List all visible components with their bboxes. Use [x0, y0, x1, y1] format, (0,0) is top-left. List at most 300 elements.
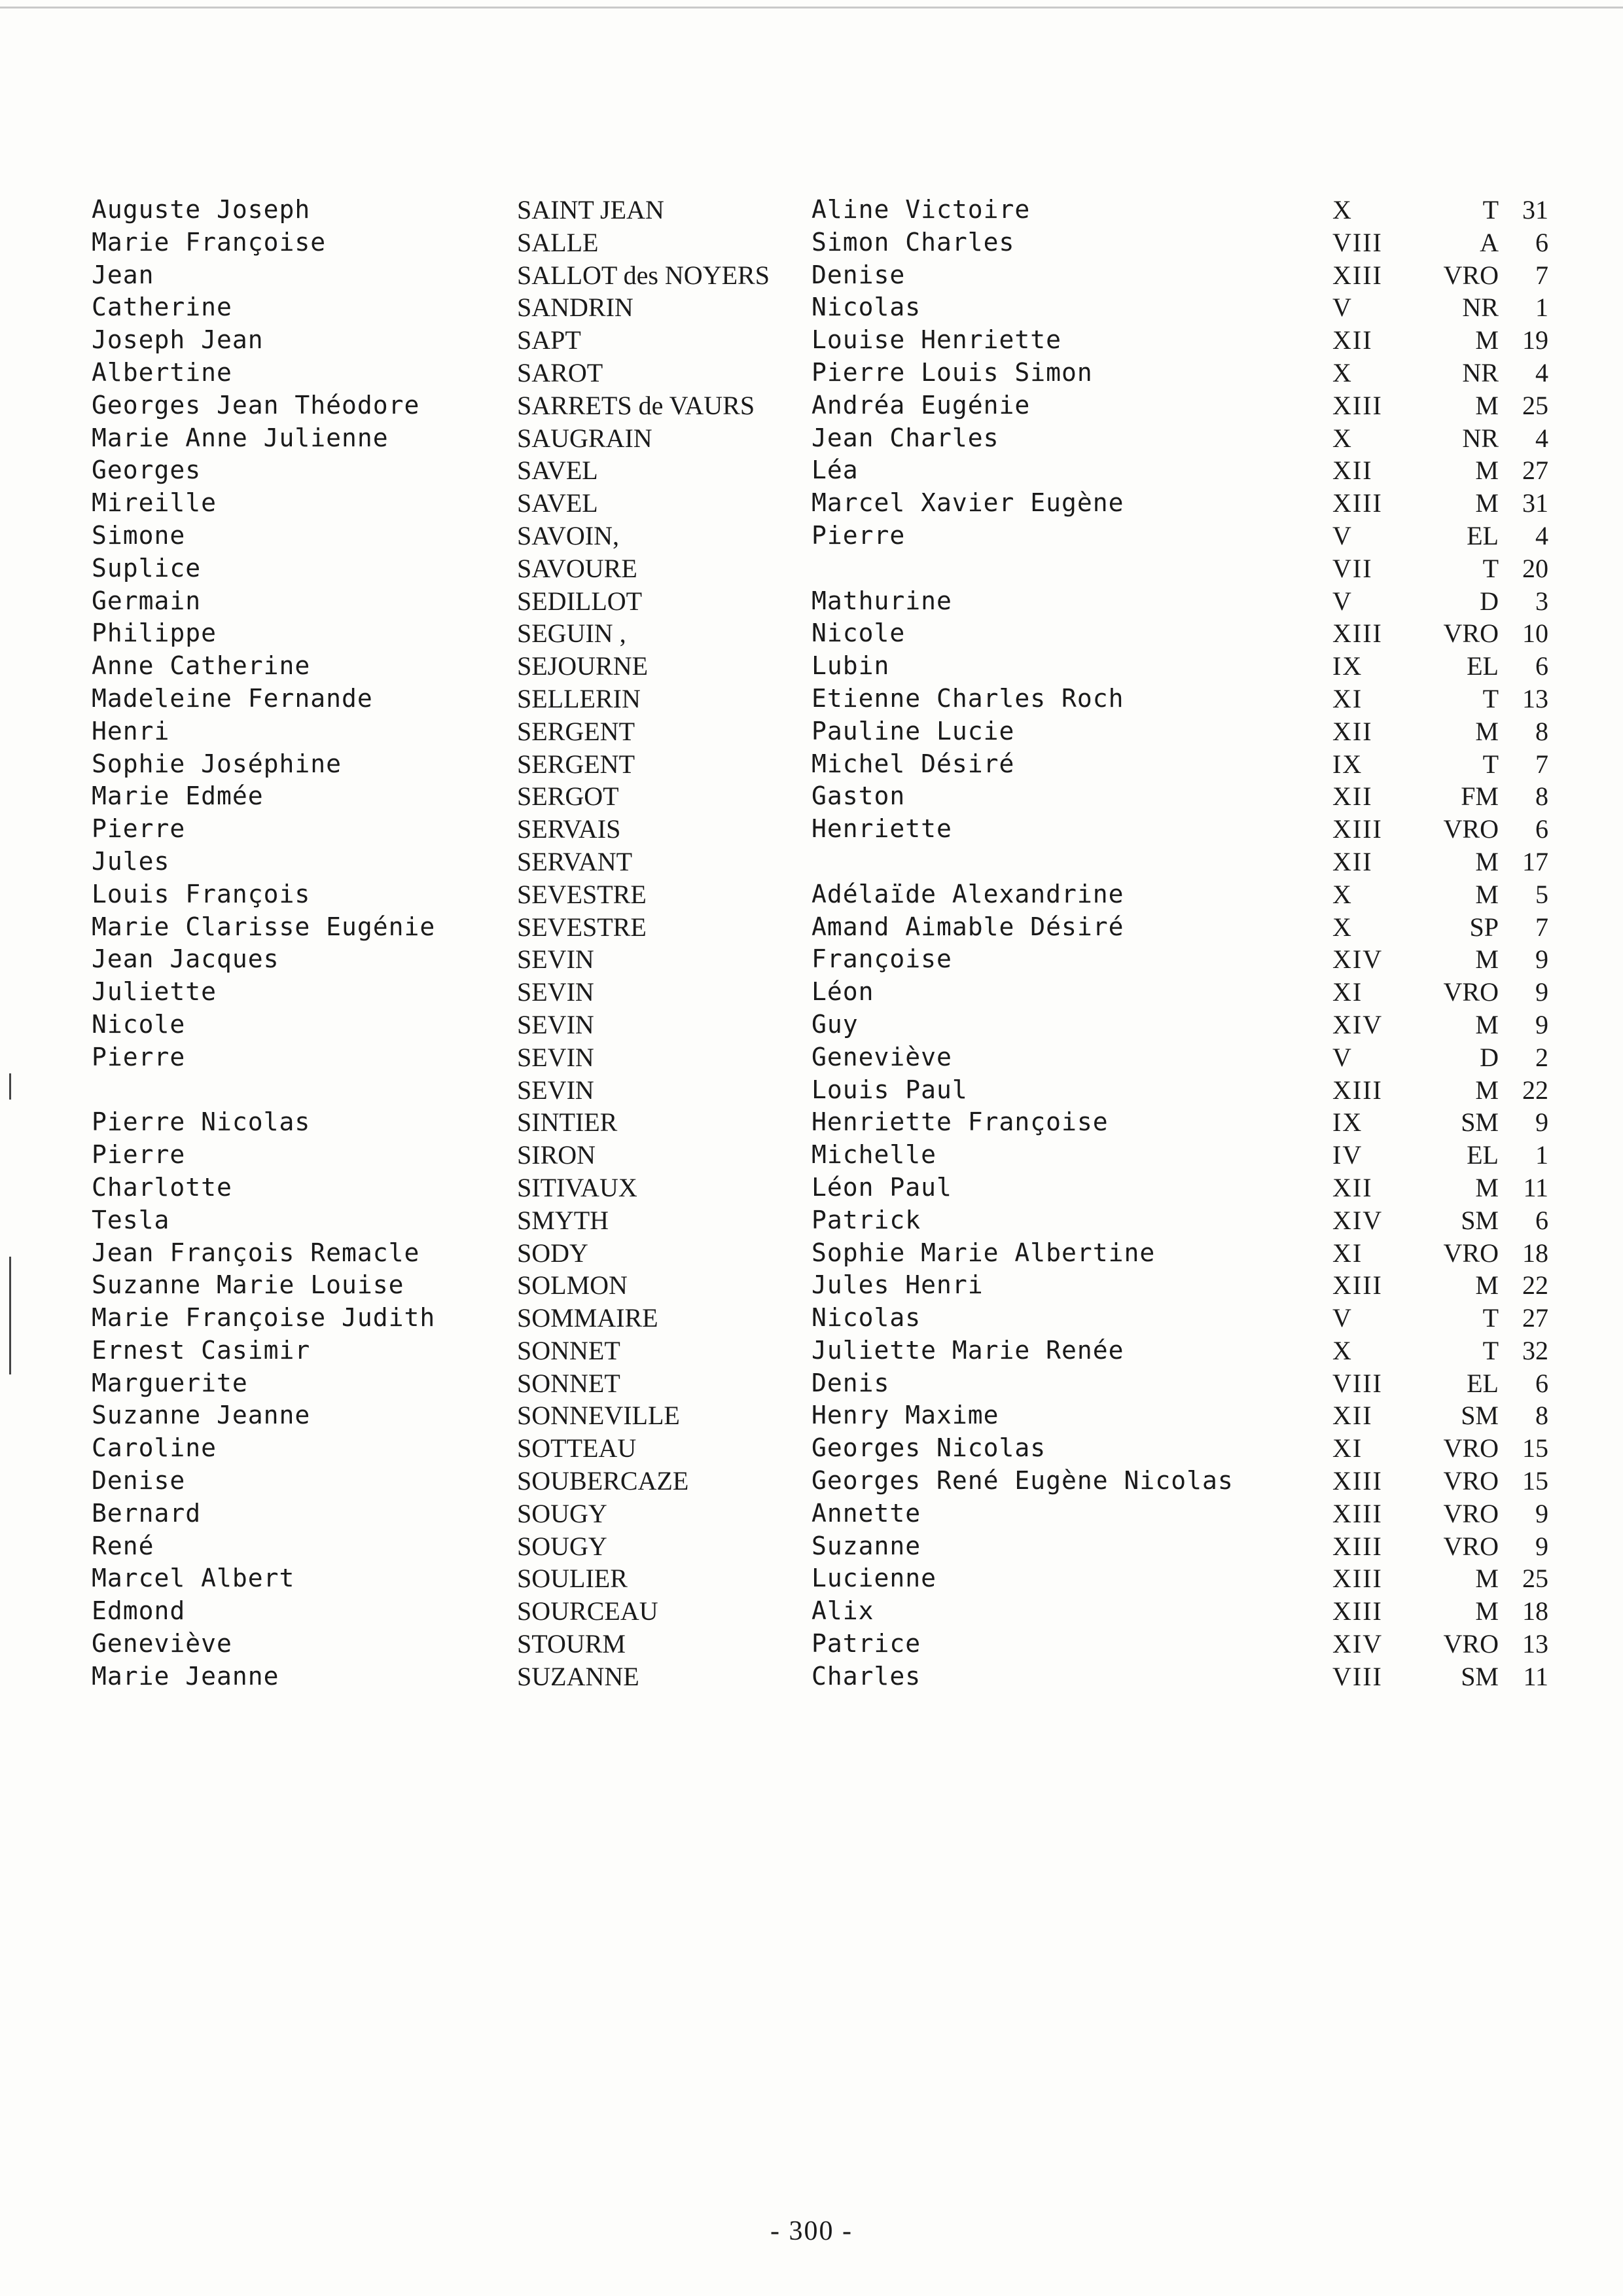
table-row	[0, 976, 1623, 1009]
section: EL	[1467, 520, 1499, 550]
plot-number: 32	[1522, 1335, 1548, 1365]
surname: STOURM	[517, 1629, 626, 1659]
section: T	[1482, 683, 1499, 713]
surname: SELLERIN	[517, 683, 641, 713]
given-name: Marcel Albert	[92, 1564, 295, 1593]
spouse-name: Lucienne	[812, 1564, 937, 1593]
plot-number: 18	[1522, 1596, 1548, 1626]
spouse-name: Nicolas	[812, 1303, 921, 1333]
given-name: Bernard	[92, 1498, 202, 1528]
division: XII	[1332, 716, 1373, 746]
given-name: Georges	[92, 456, 202, 485]
section: M	[1475, 944, 1499, 975]
division: IX	[1332, 651, 1363, 681]
surname: SEVESTRE	[517, 912, 647, 942]
surname: SAUGRAIN	[517, 423, 652, 453]
plot-number: 9	[1535, 1498, 1548, 1528]
table-row	[0, 585, 1623, 618]
plot-number: 8	[1535, 1401, 1548, 1431]
spouse-name: Lubin	[812, 651, 890, 681]
plot-number: 9	[1535, 977, 1548, 1007]
given-name: Auguste Joseph	[92, 195, 311, 224]
top-rule	[0, 7, 1623, 9]
section: M	[1475, 325, 1499, 355]
section: VRO	[1443, 1238, 1499, 1268]
section: T	[1482, 1335, 1499, 1365]
division: X	[1332, 879, 1353, 909]
plot-number: 6	[1535, 227, 1548, 257]
plot-number: 5	[1535, 879, 1548, 909]
division: X	[1332, 1335, 1353, 1365]
section: FM	[1461, 781, 1499, 812]
table-row	[0, 1269, 1623, 1302]
table-row	[0, 259, 1623, 292]
spouse-name: Louise Henriette	[812, 325, 1062, 355]
table-row	[0, 846, 1623, 878]
surname: SAVOURE	[517, 553, 637, 583]
section: EL	[1467, 1368, 1499, 1398]
spouse-name: Pauline Lucie	[812, 716, 1015, 745]
section: M	[1475, 1596, 1499, 1626]
table-row	[0, 487, 1623, 520]
spouse-name: Adélaïde Alexandrine	[812, 879, 1124, 908]
surname: SAPT	[517, 325, 581, 355]
spouse-name: Pierre Louis Simon	[812, 357, 1093, 387]
plot-number: 27	[1522, 1303, 1548, 1333]
division: VIII	[1332, 1661, 1383, 1691]
table-row	[0, 520, 1623, 552]
surname: SODY	[517, 1238, 588, 1268]
division: VIII	[1332, 1368, 1383, 1398]
table-row	[0, 813, 1623, 846]
given-name: Joseph Jean	[92, 325, 264, 355]
section: T	[1482, 553, 1499, 583]
division: XI	[1332, 1238, 1363, 1268]
given-name: Nicole	[92, 1009, 186, 1039]
spouse-name: Léa	[812, 456, 859, 485]
table-row	[0, 324, 1623, 357]
given-name: Simone	[92, 520, 186, 550]
plot-number: 22	[1522, 1075, 1548, 1105]
table-row	[0, 291, 1623, 324]
plot-number: 6	[1535, 1368, 1548, 1398]
spouse-name: Geneviève	[812, 1042, 952, 1071]
surname: SANDRIN	[517, 293, 633, 323]
surname: SUZANNE	[517, 1661, 639, 1691]
division: XIII	[1332, 260, 1383, 290]
given-name: Henri	[92, 716, 170, 745]
division: XI	[1332, 977, 1363, 1007]
plot-number: 13	[1522, 1629, 1548, 1659]
table-row	[0, 454, 1623, 487]
table-row	[0, 1432, 1623, 1465]
given-name: Marie Jeanne	[92, 1661, 279, 1691]
table-row	[0, 1530, 1623, 1563]
division: V	[1332, 293, 1353, 323]
division: XII	[1332, 846, 1373, 876]
section: M	[1475, 716, 1499, 746]
surname: SONNET	[517, 1335, 620, 1365]
given-name: Marie Anne Julienne	[92, 423, 389, 452]
given-name: Pierre	[92, 1140, 186, 1170]
plot-number: 9	[1535, 944, 1548, 975]
table-row	[0, 389, 1623, 422]
plot-number: 1	[1535, 293, 1548, 323]
section: VRO	[1443, 814, 1499, 844]
table-row	[0, 1041, 1623, 1074]
plot-number: 11	[1523, 1661, 1548, 1691]
surname: SOULIER	[517, 1564, 628, 1594]
given-name: René	[92, 1531, 154, 1560]
plot-number: 3	[1535, 586, 1548, 616]
given-name: Juliette	[92, 977, 217, 1007]
division: XII	[1332, 325, 1373, 355]
division: XII	[1332, 781, 1373, 812]
division: XI	[1332, 683, 1363, 713]
division: XIII	[1332, 1564, 1383, 1594]
plot-number: 11	[1523, 1172, 1548, 1202]
given-name: Caroline	[92, 1433, 217, 1463]
plot-number: 7	[1535, 260, 1548, 290]
section: VRO	[1443, 1466, 1499, 1496]
given-name: Jean	[92, 260, 154, 289]
section: A	[1480, 227, 1499, 257]
surname: SAVOIN,	[517, 520, 619, 550]
division: XIII	[1332, 1075, 1383, 1105]
plot-number: 9	[1535, 1009, 1548, 1039]
spouse-name: Denise	[812, 260, 906, 289]
register-table	[0, 194, 1623, 1693]
plot-number: 15	[1522, 1433, 1548, 1463]
spouse-name: Henriette Françoise	[812, 1107, 1109, 1137]
plot-number: 2	[1535, 1042, 1548, 1072]
given-name: Suzanne Jeanne	[92, 1401, 311, 1430]
surname: SIRON	[517, 1140, 596, 1170]
section: NR	[1462, 357, 1499, 387]
section: VRO	[1443, 977, 1499, 1007]
section: SM	[1461, 1401, 1499, 1431]
table-row	[0, 911, 1623, 944]
spouse-name: Denis	[812, 1368, 890, 1397]
spouse-name: Pierre	[812, 520, 906, 550]
plot-number: 4	[1535, 357, 1548, 387]
surname: SERVANT	[517, 846, 633, 876]
division: X	[1332, 912, 1353, 942]
section: VRO	[1443, 1629, 1499, 1659]
spouse-name: Marcel Xavier Eugène	[812, 488, 1124, 518]
given-name: Philippe	[92, 619, 217, 648]
surname: SOMMAIRE	[517, 1303, 658, 1333]
given-name: Pierre Nicolas	[92, 1107, 311, 1137]
given-name: Ernest Casimir	[92, 1335, 311, 1365]
surname: SALLOT des NOYERS	[517, 260, 770, 290]
plot-number: 22	[1522, 1270, 1548, 1300]
division: V	[1332, 586, 1353, 616]
table-row	[0, 1660, 1623, 1693]
section: D	[1480, 586, 1499, 616]
surname: SMYTH	[517, 1205, 609, 1235]
plot-number: 31	[1522, 195, 1548, 224]
surname: SONNET	[517, 1368, 620, 1398]
division: VIII	[1332, 227, 1383, 257]
spouse-name: Sophie Marie Albertine	[812, 1238, 1156, 1267]
division: XIII	[1332, 1466, 1383, 1496]
spouse-name: Patrick	[812, 1205, 921, 1234]
division: XIII	[1332, 488, 1383, 518]
plot-number: 7	[1535, 749, 1548, 779]
plot-number: 15	[1522, 1466, 1548, 1496]
spouse-name: Juliette Marie Renée	[812, 1335, 1124, 1365]
spouse-name: Henry Maxime	[812, 1401, 999, 1430]
division: XIV	[1332, 1009, 1383, 1039]
plot-number: 9	[1535, 1531, 1548, 1561]
table-row	[0, 780, 1623, 813]
section: NR	[1462, 423, 1499, 453]
table-row	[0, 1106, 1623, 1139]
surname: SARRETS de VAURS	[517, 390, 755, 420]
plot-number: 10	[1522, 619, 1548, 649]
surname: SEGUIN ,	[517, 619, 626, 649]
division: V	[1332, 1042, 1353, 1072]
plot-number: 18	[1522, 1238, 1548, 1268]
spouse-name: Etienne Charles Roch	[812, 683, 1124, 713]
surname: SOUGY	[517, 1498, 607, 1528]
spouse-name: Guy	[812, 1009, 859, 1039]
table-row	[0, 650, 1623, 683]
plot-number: 1	[1535, 1140, 1548, 1170]
section: D	[1480, 1042, 1499, 1072]
surname: SONNEVILLE	[517, 1401, 680, 1431]
table-row	[0, 1237, 1623, 1270]
spouse-name: Patrice	[812, 1629, 921, 1659]
given-name: Pierre	[92, 1042, 186, 1071]
section: T	[1482, 195, 1499, 224]
spouse-name: Alix	[812, 1596, 874, 1626]
division: XIII	[1332, 619, 1383, 649]
section: VRO	[1443, 260, 1499, 290]
division: XIII	[1332, 1498, 1383, 1528]
plot-number: 25	[1522, 1564, 1548, 1594]
spouse-name: Suzanne	[812, 1531, 921, 1560]
given-name: Albertine	[92, 357, 232, 387]
surname: SOTTEAU	[517, 1433, 637, 1463]
table-row	[0, 1172, 1623, 1204]
division: IV	[1332, 1140, 1363, 1170]
given-name: Suplice	[92, 553, 202, 583]
table-row	[0, 748, 1623, 781]
given-name: Marie Clarisse Eugénie	[92, 912, 436, 941]
plot-number: 31	[1522, 488, 1548, 518]
section: SM	[1461, 1205, 1499, 1235]
division: XI	[1332, 1433, 1363, 1463]
division: XII	[1332, 1401, 1373, 1431]
section: M	[1475, 1172, 1499, 1202]
plot-number: 19	[1522, 325, 1548, 355]
surname: SERVAIS	[517, 814, 621, 844]
spouse-name: Aline Victoire	[812, 195, 1031, 224]
given-name: Jean François Remacle	[92, 1238, 420, 1267]
given-name: Mireille	[92, 488, 217, 518]
table-row	[0, 1074, 1623, 1107]
surname: SEVIN	[517, 977, 594, 1007]
given-name: Sophie Joséphine	[92, 749, 342, 778]
spouse-name: Louis Paul	[812, 1075, 968, 1104]
surname: SAVEL	[517, 488, 598, 518]
given-name: Suzanne Marie Louise	[92, 1270, 404, 1300]
section: M	[1475, 1009, 1499, 1039]
table-row	[0, 1302, 1623, 1335]
given-name: Anne Catherine	[92, 651, 311, 681]
division: X	[1332, 423, 1353, 453]
surname: SEVIN	[517, 1042, 594, 1072]
surname: SALLE	[517, 227, 599, 257]
section: M	[1475, 1075, 1499, 1105]
division: XIII	[1332, 1596, 1383, 1626]
section: M	[1475, 456, 1499, 486]
table-row	[0, 422, 1623, 455]
division: IX	[1332, 749, 1363, 779]
given-name: Germain	[92, 586, 202, 615]
given-name: Charlotte	[92, 1172, 232, 1202]
table-row	[0, 1399, 1623, 1432]
given-name: Marie Edmée	[92, 781, 264, 811]
section: M	[1475, 1564, 1499, 1594]
plot-number: 25	[1522, 390, 1548, 420]
surname: SAVEL	[517, 456, 598, 486]
surname: SITIVAUX	[517, 1172, 637, 1202]
given-name: Catherine	[92, 293, 232, 322]
spouse-name: Michelle	[812, 1140, 937, 1170]
spouse-name: Françoise	[812, 944, 952, 974]
given-name: Jean Jacques	[92, 944, 279, 974]
surname: SAINT JEAN	[517, 195, 664, 224]
surname: SAROT	[517, 357, 603, 387]
section: M	[1475, 488, 1499, 518]
table-row	[0, 1335, 1623, 1367]
spouse-name: Henriette	[812, 814, 952, 844]
division: XIII	[1332, 1270, 1383, 1300]
plot-number: 20	[1522, 553, 1548, 583]
given-name: Marie Françoise	[92, 227, 327, 257]
given-name: Madeleine Fernande	[92, 683, 373, 713]
plot-number: 6	[1535, 1205, 1548, 1235]
spouse-name: Nicolas	[812, 293, 921, 322]
surname: SEDILLOT	[517, 586, 643, 616]
table-row	[0, 1367, 1623, 1400]
division: V	[1332, 1303, 1353, 1333]
table-row	[0, 1595, 1623, 1628]
table-row	[0, 552, 1623, 585]
division: XIV	[1332, 1205, 1383, 1235]
table-row	[0, 715, 1623, 748]
section: M	[1475, 1270, 1499, 1300]
section: M	[1475, 879, 1499, 909]
section: VRO	[1443, 1433, 1499, 1463]
plot-number: 27	[1522, 456, 1548, 486]
division: V	[1332, 520, 1353, 550]
surname: SINTIER	[517, 1107, 618, 1138]
spouse-name: Gaston	[812, 781, 906, 811]
surname: SERGOT	[517, 781, 619, 812]
plot-number: 9	[1535, 1107, 1548, 1138]
given-name: Pierre	[92, 814, 186, 844]
section: SP	[1469, 912, 1499, 942]
table-row	[0, 617, 1623, 650]
section: T	[1482, 1303, 1499, 1333]
section: M	[1475, 390, 1499, 420]
spouse-name: Léon Paul	[812, 1172, 952, 1202]
spouse-name: Annette	[812, 1498, 921, 1528]
division: XII	[1332, 456, 1373, 486]
given-name: Edmond	[92, 1596, 186, 1626]
given-name: Denise	[92, 1466, 186, 1496]
section: NR	[1462, 293, 1499, 323]
table-row	[0, 1465, 1623, 1498]
spouse-name: Amand Aimable Désiré	[812, 912, 1124, 941]
table-row	[0, 357, 1623, 389]
surname: SEVIN	[517, 1009, 594, 1039]
spouse-name: Jean Charles	[812, 423, 999, 452]
plot-number: 6	[1535, 651, 1548, 681]
spouse-name: Nicole	[812, 619, 906, 648]
section: VRO	[1443, 1531, 1499, 1561]
table-row	[0, 878, 1623, 911]
spouse-name: Andréa Eugénie	[812, 390, 1031, 420]
given-name: Geneviève	[92, 1629, 232, 1659]
plot-number: 4	[1535, 520, 1548, 550]
plot-number: 6	[1535, 814, 1548, 844]
division: XIII	[1332, 814, 1383, 844]
plot-number: 13	[1522, 683, 1548, 713]
plot-number: 17	[1522, 846, 1548, 876]
given-name: Marguerite	[92, 1368, 248, 1397]
section: EL	[1467, 1140, 1499, 1170]
division: XIII	[1332, 1531, 1383, 1561]
spouse-name: Georges René Eugène Nicolas	[812, 1466, 1234, 1496]
surname: SOLMON	[517, 1270, 628, 1300]
table-row	[0, 1628, 1623, 1660]
table-row	[0, 1009, 1623, 1041]
section: VRO	[1443, 1498, 1499, 1528]
section: SM	[1461, 1107, 1499, 1138]
given-name: Marie Françoise Judith	[92, 1303, 436, 1333]
given-name: Louis François	[92, 879, 311, 908]
section: M	[1475, 846, 1499, 876]
plot-number: 7	[1535, 912, 1548, 942]
surname: SEJOURNE	[517, 651, 649, 681]
table-row	[0, 943, 1623, 976]
surname: SERGENT	[517, 716, 635, 746]
surname: SOUGY	[517, 1531, 607, 1561]
table-row	[0, 226, 1623, 259]
section: VRO	[1443, 619, 1499, 649]
division: XII	[1332, 1172, 1373, 1202]
table-row	[0, 194, 1623, 226]
given-name: Jules	[92, 846, 170, 876]
section: T	[1482, 749, 1499, 779]
table-row	[0, 1498, 1623, 1530]
table-row	[0, 1562, 1623, 1595]
plot-number: 8	[1535, 781, 1548, 812]
division: XIV	[1332, 944, 1383, 975]
spouse-name: Simon Charles	[812, 227, 1015, 257]
division: IX	[1332, 1107, 1363, 1138]
table-row	[0, 1139, 1623, 1172]
spouse-name: Léon	[812, 977, 874, 1007]
given-name: Georges Jean Théodore	[92, 390, 420, 420]
surname: SOUBERCAZE	[517, 1466, 689, 1496]
given-name: Tesla	[92, 1205, 170, 1234]
